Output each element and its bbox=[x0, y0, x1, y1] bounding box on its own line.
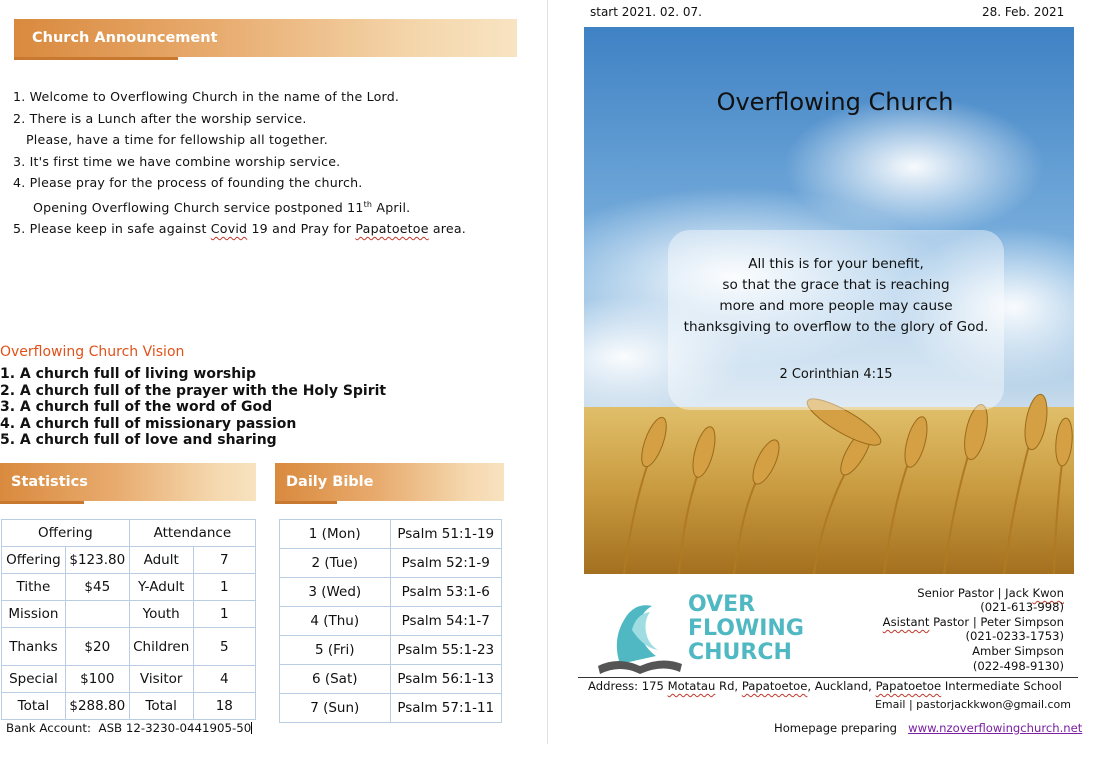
announcement-underline bbox=[14, 57, 178, 60]
table-cell: 7 bbox=[193, 547, 255, 574]
table-cell: $288.80 bbox=[65, 693, 129, 720]
address-text: Intermediate School bbox=[941, 679, 1062, 693]
announcement-item bbox=[13, 218, 466, 240]
table-row bbox=[2, 693, 256, 720]
wave-book-logo-icon bbox=[592, 590, 688, 678]
announcement-item: 3. It's first time we have combine worship service. bbox=[13, 153, 341, 169]
vision-list bbox=[0, 366, 386, 449]
vision-item: 4. A church full of missionary passion bbox=[0, 415, 297, 432]
bank-value: ASB 12-3230-0441905-50 bbox=[98, 721, 252, 735]
table-row bbox=[280, 636, 502, 665]
spell-underlined-word: Motatau bbox=[667, 679, 716, 693]
day-cell: 6 (Sat) bbox=[280, 665, 391, 694]
announcement-text: area. bbox=[428, 221, 466, 237]
reading-cell: Psalm 56:1-13 bbox=[390, 665, 502, 694]
announcement-text: Opening Overflowing Church service postponed 11 bbox=[33, 199, 364, 215]
vision-title: Overflowing Church Vision bbox=[0, 344, 185, 360]
address-text: Address: 175 bbox=[588, 679, 668, 693]
end-date: 28. Feb. 2021 bbox=[982, 5, 1065, 19]
daily-bible-title: Daily Bible bbox=[286, 474, 374, 490]
logo-line: CHURCH bbox=[688, 640, 792, 665]
bank-account bbox=[6, 721, 252, 735]
table-cell: Special bbox=[2, 666, 66, 693]
reading-cell: Psalm 57:1-11 bbox=[390, 694, 502, 723]
table-cell: $45 bbox=[65, 574, 129, 601]
day-cell: 4 (Thu) bbox=[280, 607, 391, 636]
day-cell: 5 (Fri) bbox=[280, 636, 391, 665]
text-cursor bbox=[251, 722, 252, 734]
bank-label: Bank Account: bbox=[6, 721, 91, 735]
vision-item: 2. A church full of the prayer with the Holy Spirit bbox=[0, 382, 387, 399]
logo-line: FLOWING bbox=[688, 616, 804, 641]
table-cell: 1 bbox=[193, 574, 255, 601]
vision-item: 5. A church full of love and sharing bbox=[0, 432, 277, 448]
table-row bbox=[280, 520, 502, 549]
table-header-row bbox=[2, 520, 256, 547]
table-cell: 5 bbox=[193, 628, 255, 666]
table-cell: Y-Adult bbox=[129, 574, 193, 601]
announcement-list bbox=[13, 86, 466, 240]
announcement-banner bbox=[14, 19, 517, 57]
day-cell: 7 (Sun) bbox=[280, 694, 391, 723]
spell-underlined-word: Covid bbox=[210, 221, 248, 237]
table-row bbox=[280, 694, 502, 723]
address bbox=[588, 679, 1062, 693]
church-logo bbox=[592, 590, 688, 678]
table-row bbox=[2, 666, 256, 693]
table-row bbox=[2, 547, 256, 574]
church-name-title: Overflowing Church bbox=[716, 88, 954, 116]
spell-underlined-word: Papatoetoe bbox=[741, 679, 808, 693]
table-cell: $100 bbox=[65, 666, 129, 693]
announcement-text: 19 and Pray for bbox=[247, 221, 356, 237]
logo-line: OVER bbox=[688, 592, 756, 617]
statistics-table bbox=[1, 519, 256, 720]
homepage bbox=[774, 721, 1082, 735]
reading-cell: Psalm 52:1-9 bbox=[390, 549, 502, 578]
table-cell: 4 bbox=[193, 666, 255, 693]
daily-bible-banner bbox=[275, 463, 504, 501]
homepage-label: Homepage preparing bbox=[774, 721, 898, 735]
table-row bbox=[280, 578, 502, 607]
table-row bbox=[2, 628, 256, 666]
statistics-title: Statistics bbox=[11, 474, 88, 490]
table-cell: Mission bbox=[2, 601, 66, 628]
table-cell: $20 bbox=[65, 628, 129, 666]
table-cell: Total bbox=[2, 693, 66, 720]
announcement-item: Please, have a time for fellowship all together. bbox=[26, 132, 328, 147]
announcement-item: 2. There is a Lunch after the worship service. bbox=[13, 110, 307, 126]
table-cell: 18 bbox=[193, 693, 255, 720]
table-cell: Tithe bbox=[2, 574, 66, 601]
daily-bible-table bbox=[279, 519, 502, 723]
reading-cell: Psalm 51:1-19 bbox=[390, 520, 502, 549]
spell-underlined-word: Papatoetoe bbox=[875, 679, 942, 693]
table-cell: Children bbox=[129, 628, 193, 666]
statistics-underline bbox=[0, 501, 84, 504]
table-cell: Youth bbox=[129, 601, 193, 628]
day-cell: 2 (Tue) bbox=[280, 549, 391, 578]
table-row bbox=[280, 549, 502, 578]
table-cell: Total bbox=[129, 693, 193, 720]
announcement-item: 1. Welcome to Overflowing Church in the name of the Lord. bbox=[13, 89, 400, 104]
bible-verse bbox=[668, 254, 1004, 338]
table-row bbox=[280, 607, 502, 636]
verse-line: All this is for your benefit, bbox=[748, 256, 924, 272]
senior-pastor-label: Senior Pastor | Jack bbox=[917, 586, 1033, 600]
day-cell: 1 (Mon) bbox=[280, 520, 391, 549]
table-row bbox=[280, 665, 502, 694]
announcement-title: Church Announcement bbox=[32, 30, 218, 46]
table-cell: Thanks bbox=[2, 628, 66, 666]
table-cell: 1 bbox=[193, 601, 255, 628]
reading-cell: Psalm 55:1-23 bbox=[390, 636, 502, 665]
announcement-item: 4. Please pray for the process of founding the church. bbox=[13, 175, 363, 190]
page-divider bbox=[547, 0, 548, 744]
senior-pastor-phone: (021-613-998) bbox=[980, 600, 1064, 614]
verse-reference: 2 Corinthian 4:15 bbox=[779, 367, 893, 382]
assistant-pastor bbox=[883, 615, 1064, 629]
daily-bible-underline bbox=[275, 501, 337, 504]
spell-underlined-word: Kwon bbox=[1032, 586, 1064, 600]
assistant-pastor-phone: (021-0233-1753) bbox=[965, 629, 1064, 643]
verse-line: thanksgiving to overflow to the glory of God. bbox=[683, 319, 989, 335]
senior-pastor bbox=[917, 586, 1064, 600]
logo-wordmark bbox=[688, 593, 804, 665]
announcement-item bbox=[13, 194, 466, 219]
spell-underlined-word: Asistant bbox=[882, 615, 930, 629]
verse-line: more and more people may cause bbox=[719, 298, 953, 314]
spell-underlined-word: Papatoetoe bbox=[355, 221, 429, 237]
table-header-attendance: Attendance bbox=[129, 520, 255, 547]
address-rule bbox=[578, 677, 1078, 678]
table-cell: Visitor bbox=[129, 666, 193, 693]
amber-phone: (022-498-9130) bbox=[972, 659, 1064, 673]
table-cell: Adult bbox=[129, 547, 193, 574]
table-header-offering: Offering bbox=[2, 520, 130, 547]
start-date: start 2021. 02. 07. bbox=[590, 5, 702, 19]
table-row bbox=[2, 601, 256, 628]
email: Email | pastorjackkwon@gmail.com bbox=[874, 698, 1071, 711]
table-cell bbox=[65, 601, 129, 628]
table-cell: Offering bbox=[2, 547, 66, 574]
vision-item: 1. A church full of living worship bbox=[0, 366, 256, 382]
announcement-text: 5. Please keep in safe against bbox=[13, 221, 211, 237]
verse-line: so that the grace that is reaching bbox=[722, 277, 950, 293]
table-cell: $123.80 bbox=[65, 547, 129, 574]
reading-cell: Psalm 53:1-6 bbox=[390, 578, 502, 607]
statistics-banner bbox=[0, 463, 256, 501]
table-row bbox=[2, 574, 256, 601]
superscript: th bbox=[363, 199, 373, 209]
day-cell: 3 (Wed) bbox=[280, 578, 391, 607]
vision-item: 3. A church full of the word of God bbox=[0, 399, 273, 415]
amber-simpson: Amber Simpson bbox=[972, 644, 1064, 658]
assistant-pastor-label: Pastor | Peter Simpson bbox=[929, 615, 1064, 629]
announcement-text: April. bbox=[372, 199, 411, 215]
homepage-link[interactable]: www.nzoverflowingchurch.net bbox=[908, 721, 1083, 735]
reading-cell: Psalm 54:1-7 bbox=[390, 607, 502, 636]
address-text: Rd, bbox=[715, 679, 742, 693]
address-text: , Auckland, bbox=[807, 679, 876, 693]
